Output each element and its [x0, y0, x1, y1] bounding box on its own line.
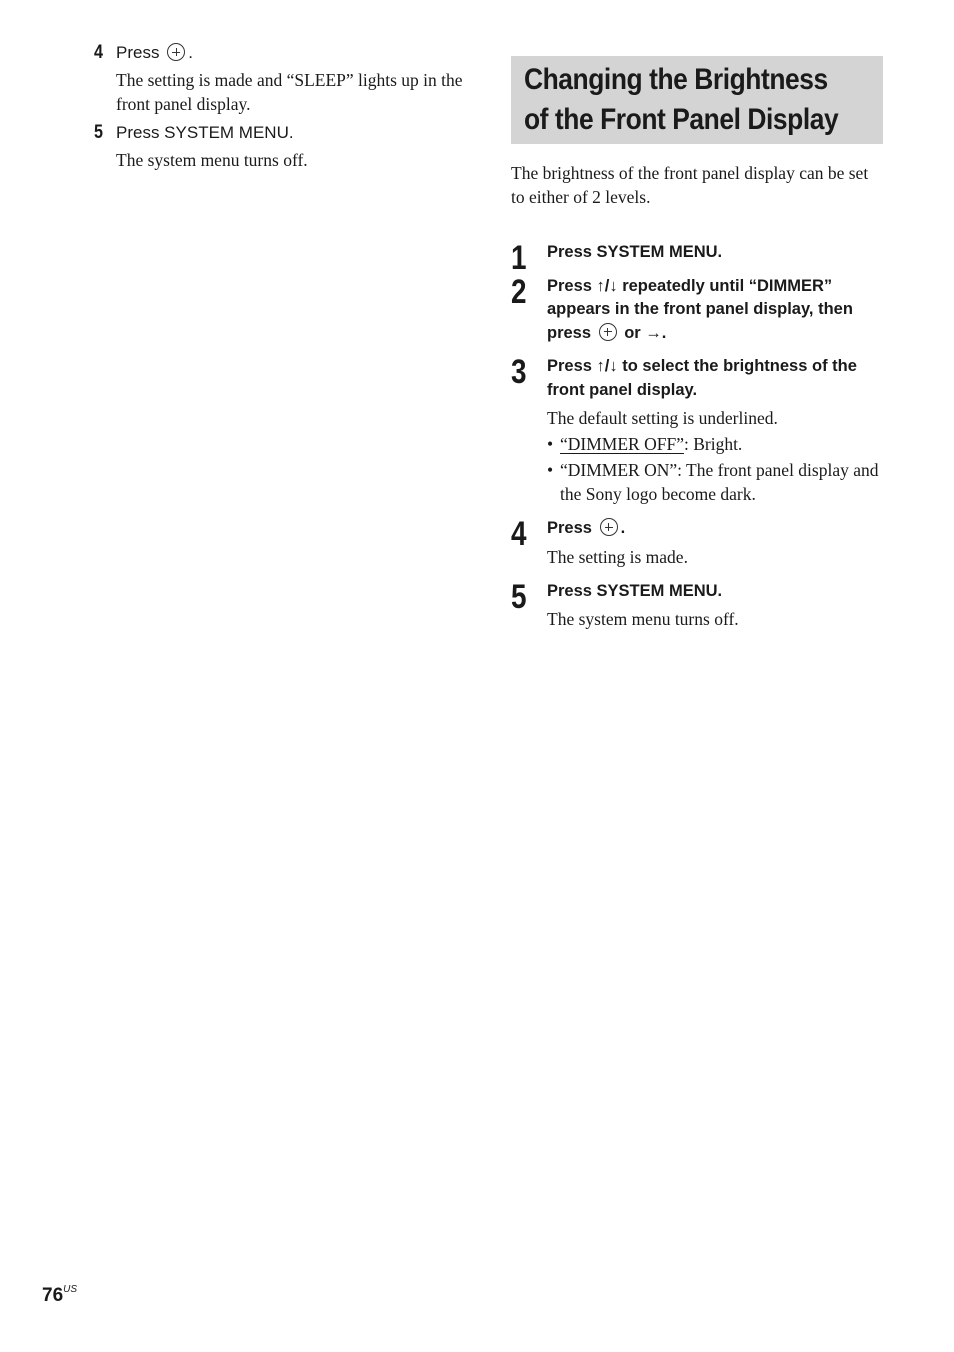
step-description: The system menu turns off.	[116, 150, 308, 170]
step-description: The default setting is underlined.	[547, 408, 778, 428]
step-instruction: Press .	[547, 519, 626, 537]
list-item: • “DIMMER ON”: The front panel display and the Sony logo become dark.	[547, 460, 879, 504]
step-instruction: Press .	[116, 43, 193, 62]
right-step-5	[511, 577, 883, 616]
step-number: 3	[511, 353, 527, 391]
right-step-1	[511, 239, 883, 277]
step-number: 4	[511, 515, 527, 553]
step-number: 4	[94, 42, 103, 63]
step-description: The setting is made.	[547, 546, 688, 567]
right-step-3	[511, 355, 883, 402]
step-description: The setting is made and “SLEEP” lights up in the front panel display.	[116, 70, 463, 114]
step-number: 5	[94, 122, 103, 143]
right-column	[511, 56, 883, 631]
step-number: 1	[511, 239, 527, 277]
step-description: The system menu turns off.	[547, 609, 739, 629]
step-instruction: Press SYSTEM MENU.	[547, 243, 723, 261]
step-instruction: Press ↑/↓ to select the brightness of the front panel display.	[547, 357, 857, 399]
step-number: 5	[511, 577, 527, 616]
enter-icon	[167, 43, 185, 61]
intro-paragraph: The brightness of the front panel display can be set to either of 2 levels.	[511, 163, 869, 207]
left-step-4	[94, 42, 474, 64]
step-number: 2	[511, 272, 527, 311]
right-step-2	[511, 272, 883, 346]
default-setting: “DIMMER OFF”	[560, 434, 684, 454]
step-instruction: Press ↑/↓ repeatedly until “DIMMER” appears in the front panel display, then press or →.	[547, 276, 853, 342]
page-number: $76^{US}$	[42, 1284, 78, 1306]
list-item: • “DIMMER OFF”: Bright.	[547, 434, 743, 454]
section-heading: Changing the Brightness of the Front Panel Display	[511, 56, 883, 144]
left-column	[94, 42, 474, 172]
enter-icon	[599, 323, 617, 341]
step-instruction: Press SYSTEM MENU.	[547, 581, 723, 600]
step-instruction: Press SYSTEM MENU.	[116, 123, 294, 142]
left-step-5	[94, 122, 474, 144]
enter-icon	[600, 518, 618, 536]
right-step-4	[511, 515, 883, 553]
